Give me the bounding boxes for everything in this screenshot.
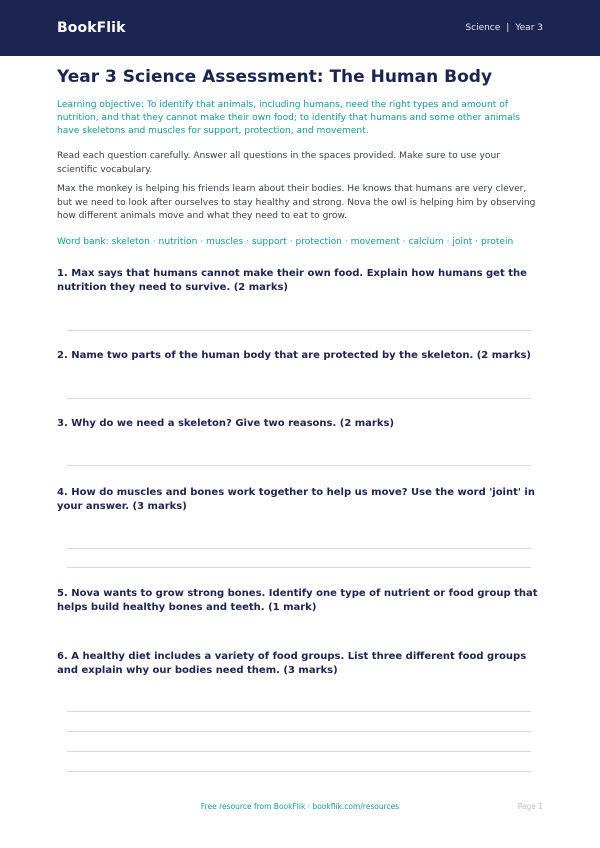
question-4: 4. How do muscles and bones work together to help us move? Use the word 'joint' in your answer. (3 marks) [57,487,535,512]
word-bank: Word bank: skeleton · nutrition · muscles · support · protection · movement · calcium · joint · protein [57,237,514,247]
story-text: Max the monkey is helping his friends learn about their bodies. He knows that humans are very clever, but we need to look after ourselves to stay healthy and strong. Nova the owl is helping him by observing how different animals move and what they need to eat to grow. [57,184,536,222]
answer-line[interactable] [67,731,531,732]
question-6: 6. A healthy diet includes a variety of food groups. List three different food groups and explain why our bodies need them. (3 marks) [57,651,527,676]
answer-line[interactable] [67,398,531,399]
instructions-text: Read each question carefully. Answer all questions in the spaces provided. Make sure to use your scientific vocabulary. [57,151,500,175]
question-3: 3. Why do we need a skeleton? Give two reasons. (2 marks) [57,418,395,429]
question-2: 2. Name two parts of the human body that are protected by the skeleton. (2 marks) [57,350,532,361]
subject-label: Science [465,23,501,33]
answer-line[interactable] [67,567,531,568]
answer-line[interactable] [67,711,531,712]
answer-line[interactable] [67,548,531,549]
brand-logo: BookFlik [57,20,126,36]
answer-line[interactable] [67,465,531,466]
meta-separator: | [506,23,510,33]
page-footer [0,802,600,814]
page-title: Year 3 Science Assessment: The Human Body [57,67,493,87]
footer-link[interactable]: Free resource from BookFlik · bookflik.com/resources [200,802,400,811]
page-header [0,0,600,56]
header-meta [465,23,543,33]
learning-objective: Learning objective: To identify that animals, including humans, need the right types and amount of nutrition, and that they cannot make their own food; to identify that humans and some other animals have skeletons and muscles for support, protection, and movement. [57,100,520,136]
answer-line[interactable] [67,751,531,752]
year-label: Year 3 [515,23,543,33]
answer-line[interactable] [67,330,531,331]
answer-line[interactable] [67,771,531,772]
question-1: 1. Max says that humans cannot make their own food. Explain how humans get the nutrition they need to survive. (2 marks) [57,268,527,293]
page-number: Page 1 [517,802,543,811]
question-5: 5. Nova wants to grow strong bones. Identify one type of nutrient or food group that helps build healthy bones and teeth. (1 mark) [57,588,538,613]
